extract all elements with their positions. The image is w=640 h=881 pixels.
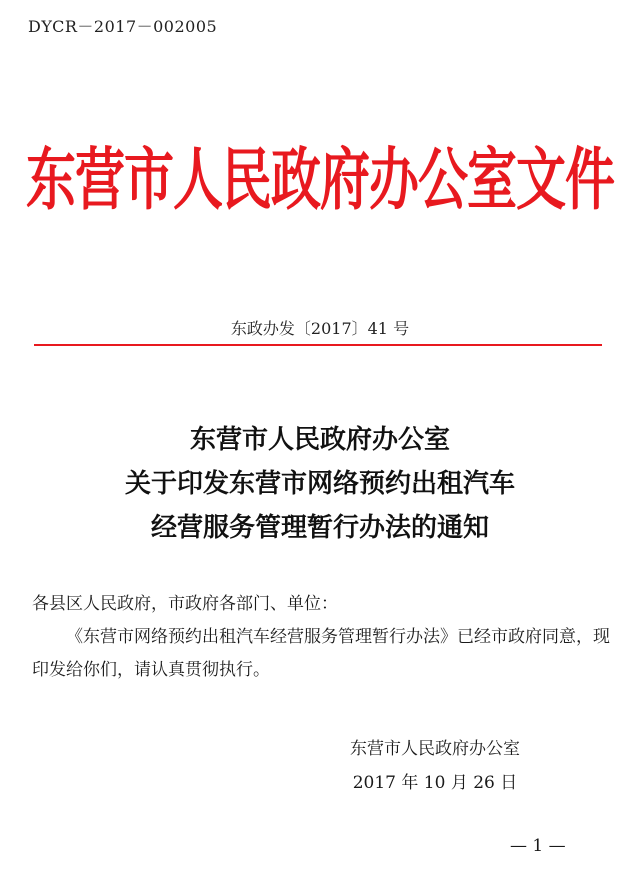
notice-title [0,418,640,550]
title-line-1: 东营市人民政府办公室 [189,425,450,455]
document-number: 东政办发〔2017〕41 号 [230,319,410,338]
signature-organization: 东营市人民政府办公室 [350,739,520,759]
notice-body [32,588,610,687]
salutation: 各县区人民政府，市政府各部门、单位： [32,594,338,614]
body-paragraph: 《东营市网络预约出租汽车经营服务管理暂行办法》已经市政府同意，现印发给你们，请认真贯彻执行。 [32,627,610,680]
signature-block [300,732,570,800]
document-code: DYCR－2017－002005 [28,17,218,36]
title-line-3: 经营服务管理暂行办法的通知 [150,513,489,543]
document-masthead: 东营市人民政府办公室文件 [26,140,614,219]
red-divider-line [34,344,602,346]
signature-date: 2017 年 10 月 26 日 [352,773,518,793]
title-line-2: 关于印发东营市网络预约出租汽车 [124,469,515,499]
page-number: — 1 — [510,836,566,856]
